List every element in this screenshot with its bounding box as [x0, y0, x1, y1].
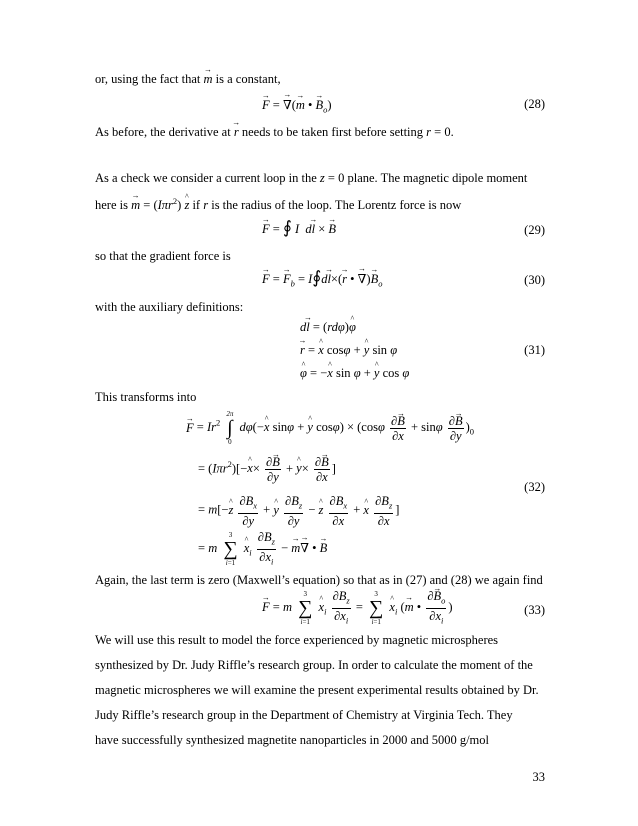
- page-number: 33: [532, 770, 545, 784]
- equation-29: → F = ∮ I d→ l × → B: [262, 218, 336, 238]
- paragraph-line: here is → m = (Iπr$^2$) ^ z if r is the radius of the loop. The Lorentz force is now: [95, 196, 461, 213]
- equation-32-line: = m 3 ∑ i=1 ^ $x_i$ $\frac{\partial B_z}{\partial x_i}$ − → m→ ∇ • → B: [198, 530, 327, 568]
- paragraph-line: As a check we consider a current loop in the z = 0 plane. The magnetic dipole moment: [95, 171, 528, 185]
- equation-31-line: d→ l = (rdφ)^ φ: [300, 320, 356, 335]
- paragraph-line: have successfully synthesized magnetite nanoparticles in 2000 and 5000 g/mol: [95, 733, 490, 747]
- paragraph-line: or, using the fact that → m is a constant,: [95, 72, 281, 87]
- paragraph-line: so that the gradient force is: [95, 249, 231, 263]
- equation-number: (30): [524, 273, 545, 287]
- paragraph-line: This transforms into: [95, 390, 197, 404]
- paragraph-line: synthesized by Dr. Judy Riffle’s research group. In order to calculate the moment of the: [95, 658, 533, 672]
- equation-28: → F = → ∇(→ m • → $B_o$): [262, 97, 332, 115]
- equation-31-line: ^ φ = −^ x sin φ + ^ y cos φ: [300, 366, 409, 381]
- equation-number: (29): [524, 223, 545, 237]
- paragraph-line: magnetic microspheres we will examine the present experimental results obtained by Dr.: [95, 683, 539, 697]
- equation-32-line: → $F = Ir^2$ 2π ∫ 0 dφ(−^ x sinφ + ^ y cosφ) × (cosφ $\frac{\partial\to B}{\partial x}$ + sinφ $\frac{\partial\to B}{\partial y}$ )$_0$: [186, 410, 474, 446]
- equation-32-line: = m[−^ z $\frac{\partial B_x}{\partial y}$ + ^ y $\frac{\partial B_z}{\partial y}$ − ^ z $\frac{\partial B_x}{\partial x}$ + ^ x $\frac{\partial B_z}{\partial x}$ ]: [198, 494, 399, 528]
- paragraph-line: We will use this result to model the force experienced by magnetic microspheres: [95, 633, 499, 647]
- equation-32-line: = (Iπr$^2$)[−^ x× $\frac{\partial\to B}{\partial y}$ + ^ y× $\frac{\partial\to B}{\partial x}$ ]: [198, 455, 336, 484]
- equation-number: (31): [524, 343, 545, 357]
- equation-30: → F = → $F_b$ = I∮d→ l×(→ r • → ∇)→ $B_o$: [262, 268, 382, 289]
- paragraph-line: Judy Riffle’s research group in the Department of Chemistry at Virginia Tech. They: [95, 708, 513, 722]
- paragraph-line: Again, the last term is zero (Maxwell’s equation) so that as in (27) and (28) we again find: [95, 573, 543, 587]
- equation-31-line: → r = ^ x cosφ + ^ y sin φ: [300, 343, 397, 358]
- equation-33: → F = m 3 ∑ i=1 ^ $x_i$ $\frac{\partial B_z}{\partial x_i}$ = 3 ∑ i=1 ^ $x_i$ (→ m • $\frac{\partial\to B_o}{\partial x_i}$ ): [262, 589, 453, 627]
- equation-number: (33): [524, 603, 545, 617]
- paragraph-line: with the auxiliary definitions:: [95, 300, 244, 314]
- equation-number: (28): [524, 97, 545, 111]
- paragraph-line: As before, the derivative at → r needs to be taken first before setting r = 0.: [95, 125, 454, 140]
- equation-number: (32): [524, 480, 545, 494]
